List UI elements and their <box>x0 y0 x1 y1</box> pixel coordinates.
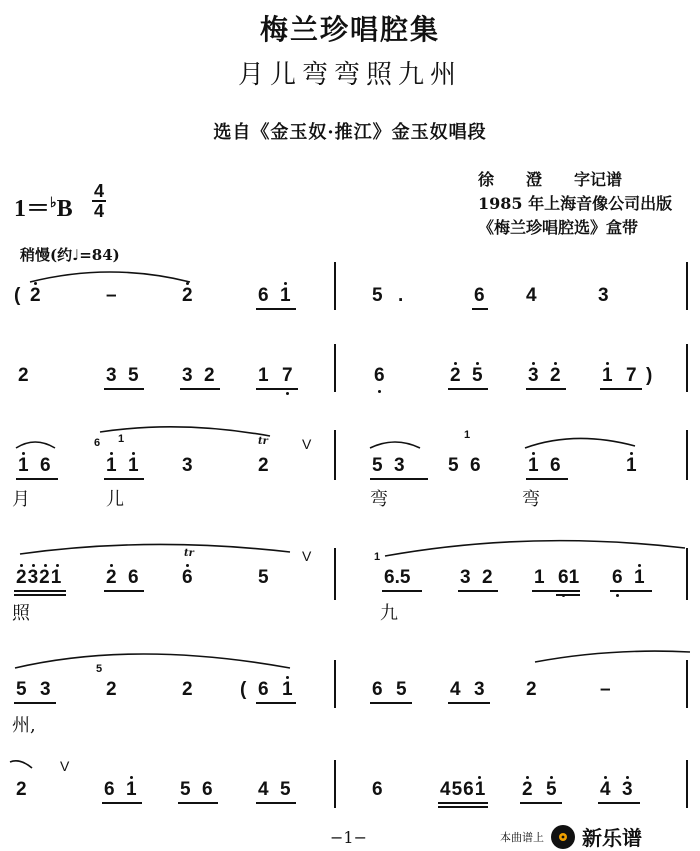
octave-dot <box>454 362 457 365</box>
note: 6 <box>202 779 213 800</box>
octave-dot <box>22 452 25 455</box>
note: 1 <box>534 567 545 588</box>
note: 3 <box>598 285 609 306</box>
note: 6 <box>104 779 115 800</box>
note: ( <box>14 285 21 306</box>
note: 1 <box>634 567 645 588</box>
grace-note: 1 <box>374 551 381 563</box>
credit-line-2: 1985 年上海音像公司出版 <box>478 194 673 213</box>
underline-beam <box>520 802 562 804</box>
note: 4 <box>526 285 537 306</box>
octave-dot <box>32 564 35 567</box>
note: 3 <box>182 455 193 476</box>
octave-dot <box>378 390 381 393</box>
note: 2 <box>16 779 27 800</box>
underline-beam <box>256 702 296 704</box>
note: 1 <box>18 455 29 476</box>
octave-dot <box>532 452 535 455</box>
underline-beam <box>102 802 142 804</box>
note: 3 <box>40 679 51 700</box>
note: 5 <box>16 679 27 700</box>
underline-beam <box>256 802 296 804</box>
note: 1 <box>602 365 613 386</box>
note: – <box>106 285 117 306</box>
note: 3 <box>394 455 405 476</box>
underline-beam <box>438 806 488 808</box>
note: 5 <box>472 365 483 386</box>
note: 1 <box>126 779 137 800</box>
slur <box>20 544 290 554</box>
tempo-text: 稍慢(约 <box>20 246 73 264</box>
underline-beam <box>14 702 56 704</box>
underline-beam <box>256 388 298 390</box>
octave-dot <box>638 564 641 567</box>
note: 6 <box>612 567 623 588</box>
slur <box>385 541 685 556</box>
underline-beam <box>178 802 218 804</box>
source-line: 选自《金玉奴·推江》金玉奴唱段 <box>213 122 487 143</box>
note: 4 <box>450 679 461 700</box>
ornament-mark: tr <box>184 548 194 559</box>
note: 1 <box>128 455 139 476</box>
note: 1 <box>626 455 637 476</box>
time-numerator: 4 <box>93 181 104 201</box>
octave-dot <box>526 776 529 779</box>
flat-sign: ♭ <box>50 196 57 211</box>
octave-dot <box>554 362 557 365</box>
watermark-prefix: 本曲谱上 <box>500 830 544 844</box>
quarter-note-icon: ♩ <box>72 246 80 264</box>
octave-dot <box>630 452 633 455</box>
underline-beam <box>610 590 652 592</box>
breath-mark: V <box>302 548 312 564</box>
note: ( <box>240 679 247 700</box>
ornament-mark: tr <box>258 436 268 447</box>
underline-beam <box>448 702 490 704</box>
underline-beam <box>180 388 220 390</box>
octave-dot <box>478 776 481 779</box>
barline <box>334 548 336 600</box>
barline <box>686 344 688 392</box>
underline-beam <box>392 478 428 480</box>
note: 3 <box>528 365 539 386</box>
underline-beam <box>448 388 488 390</box>
song-title: 月儿弯弯照九州 <box>237 60 462 90</box>
lyric: 照 <box>12 603 30 624</box>
lyric: 九 <box>380 603 398 624</box>
note: 3 <box>622 779 633 800</box>
barline <box>686 430 688 480</box>
note: 6.5 <box>384 567 411 588</box>
barline <box>334 344 336 392</box>
note: 61 <box>558 567 580 588</box>
octave-dot <box>130 776 133 779</box>
note: 5 <box>396 679 407 700</box>
underline-beam <box>14 594 66 596</box>
note: 2 <box>204 365 215 386</box>
lyric: 州, <box>12 715 36 736</box>
octave-dot <box>616 594 619 597</box>
note: 4 <box>600 779 611 800</box>
note: 2 <box>106 567 117 588</box>
octave-dot <box>132 452 135 455</box>
collection-title: 梅兰珍唱腔集 <box>259 13 440 46</box>
credit-line-3: 《梅兰珍唱腔选》盒带 <box>478 218 639 237</box>
note: 5 <box>180 779 191 800</box>
underline-beam <box>556 594 580 596</box>
lyric: 月 <box>12 489 30 510</box>
underline-beam <box>600 388 642 390</box>
underline-beam <box>598 802 640 804</box>
octave-dot <box>532 362 535 365</box>
note: 6 <box>182 567 193 588</box>
octave-dot <box>286 392 289 395</box>
octave-dot <box>56 564 59 567</box>
barline <box>686 660 688 708</box>
note: 4561 <box>440 779 487 800</box>
note: – <box>600 679 611 700</box>
barline <box>334 262 336 310</box>
note: 5 <box>280 779 291 800</box>
slur <box>30 272 190 282</box>
barline <box>686 548 688 600</box>
note: 5 <box>128 365 139 386</box>
note: 2 <box>450 365 461 386</box>
barline <box>334 760 336 808</box>
note: 2 <box>182 679 193 700</box>
note: 5 <box>372 455 383 476</box>
lyric: 弯 <box>370 489 388 510</box>
note: 3 <box>182 365 193 386</box>
underline-beam <box>104 478 144 480</box>
underline-beam <box>526 478 568 480</box>
octave-dot <box>604 776 607 779</box>
underline-beam <box>256 308 296 310</box>
note: 6 <box>128 567 139 588</box>
note: 1 <box>528 455 539 476</box>
octave-dot <box>606 362 609 365</box>
octave-dot <box>20 564 23 567</box>
barline <box>334 660 336 708</box>
underline-beam <box>526 388 566 390</box>
note: 2 <box>18 365 29 386</box>
time-denominator: 4 <box>93 201 104 221</box>
underline-beam <box>14 590 66 592</box>
underline-beam <box>532 590 580 592</box>
slur <box>15 654 290 668</box>
note: 2 <box>550 365 561 386</box>
note: 2321 <box>16 567 63 588</box>
note: 2 <box>182 285 193 306</box>
note: 6 <box>40 455 51 476</box>
credit-line-1: 徐 澄 字记谱 <box>478 170 623 189</box>
note: 6 <box>550 455 561 476</box>
underline-beam <box>438 802 488 804</box>
octave-dot <box>550 776 553 779</box>
slur <box>525 438 635 448</box>
grace-note: 6 <box>94 437 101 449</box>
note: 2 <box>482 567 493 588</box>
note: 6 <box>258 679 269 700</box>
barline <box>334 430 336 480</box>
vinyl-record-icon <box>548 824 578 850</box>
octave-dot <box>186 564 189 567</box>
note: 2 <box>106 679 117 700</box>
octave-dot <box>476 362 479 365</box>
note: 6 <box>374 365 385 386</box>
octave-dot <box>110 564 113 567</box>
grace-note: 1 <box>118 433 125 445</box>
tempo-value: =84) <box>79 246 120 264</box>
slur <box>370 442 420 448</box>
breath-mark: V <box>302 436 312 452</box>
note: 6 <box>372 779 383 800</box>
note: 6 <box>470 455 481 476</box>
octave-dot <box>44 564 47 567</box>
slur <box>10 761 32 768</box>
octave-dot <box>186 282 189 285</box>
note: 3 <box>460 567 471 588</box>
octave-dot <box>34 282 37 285</box>
note: 1 <box>282 679 293 700</box>
note: 1 <box>258 365 269 386</box>
note: 2 <box>522 779 533 800</box>
note: 5 <box>372 285 383 306</box>
barline <box>686 262 688 310</box>
key-text: 1＝ <box>14 196 50 222</box>
slur <box>16 442 55 448</box>
slur <box>535 651 690 662</box>
underline-beam <box>458 590 498 592</box>
watermark <box>500 822 642 851</box>
note: 6 <box>474 285 485 306</box>
lyric: 弯 <box>522 489 540 510</box>
underline-beam <box>382 590 422 592</box>
note: 1 <box>280 285 291 306</box>
key-note: B <box>56 196 73 222</box>
note: 6 <box>258 285 269 306</box>
note: 2 <box>30 285 41 306</box>
note: 5 <box>546 779 557 800</box>
underline-beam <box>472 308 488 310</box>
underline-beam <box>104 590 144 592</box>
slur <box>100 427 270 436</box>
note: 5 <box>448 455 459 476</box>
note: . <box>398 285 404 306</box>
note: 7 <box>282 365 293 386</box>
watermark-brand: 新乐谱 <box>582 826 642 850</box>
octave-dot <box>286 676 289 679</box>
barline <box>686 760 688 808</box>
underline-beam <box>104 388 144 390</box>
note: 2 <box>526 679 537 700</box>
grace-note: 5 <box>96 663 103 675</box>
note: 3 <box>106 365 117 386</box>
underline-beam <box>16 478 58 480</box>
octave-dot <box>284 282 287 285</box>
page-number: −1− <box>330 828 367 847</box>
note: ) <box>646 365 653 386</box>
note: 7 <box>626 365 637 386</box>
lyric: 儿 <box>106 489 124 510</box>
note: 1 <box>106 455 117 476</box>
grace-note: 1 <box>464 429 471 441</box>
note: 5 <box>258 567 269 588</box>
breath-mark: V <box>60 758 70 774</box>
note: 6 <box>372 679 383 700</box>
note: 3 <box>474 679 485 700</box>
octave-dot <box>626 776 629 779</box>
note: 2 <box>258 455 269 476</box>
octave-dot <box>110 452 113 455</box>
note: 4 <box>258 779 269 800</box>
underline-beam <box>370 702 412 704</box>
